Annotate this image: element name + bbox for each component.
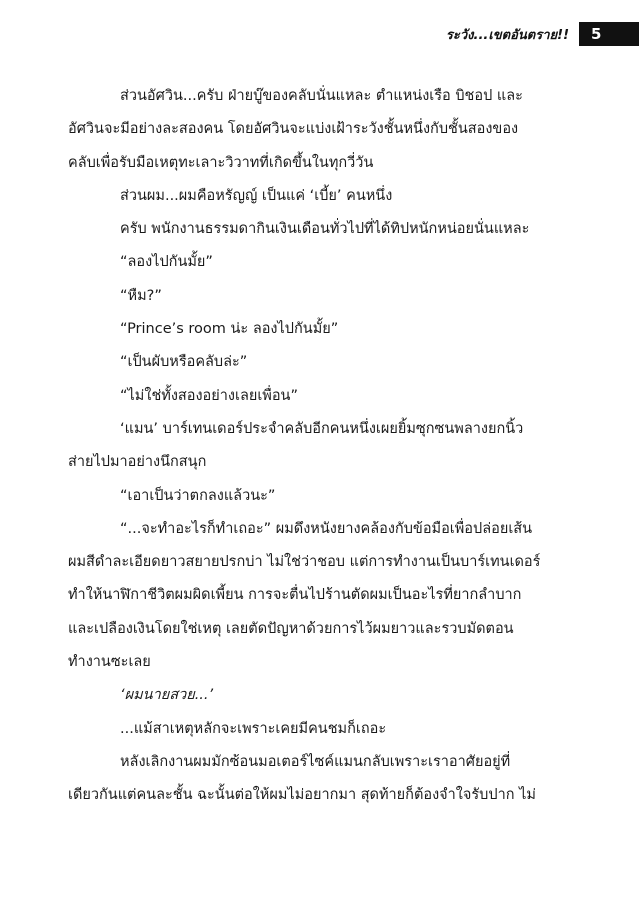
text-line: คลับเพื่อรับมือเหตุทะเลาะวิวาทที่เกิดขึ้นในทุกวี่วัน bbox=[68, 154, 374, 171]
text-line: อัศวินจะมีอย่างละสองคน โดยอัศวินจะแบ่งเฝ้าระวังชั้นหนึ่งกับชั้นสองของ bbox=[68, 121, 519, 138]
text-line: ผมสีดำละเอียดยาวสยายปรกบ่า ไม่ใช่ว่าชอบ แต่การทำงานเป็นบาร์เทนเดอร์ bbox=[68, 554, 541, 571]
text-line: “Prince’s room น่ะ ลองไปกันมั้ย” bbox=[120, 321, 339, 338]
text-line: “เอาเป็นว่าตกลงแล้วนะ” bbox=[120, 487, 276, 504]
text-line: “หืม?” bbox=[120, 287, 162, 304]
text-line: ทำให้นาฬิกาชีวิตผมผิดเพี้ยน การจะตื่นไปร้านตัดผมเป็นอะไรที่ยากลำบาก bbox=[68, 587, 522, 604]
text-line: “ลองไปกันมั้ย” bbox=[120, 254, 213, 271]
page-header bbox=[446, 22, 639, 46]
text-line: ส่วนผม...ผมคือหรัญญ์ เป็นแค่ ‘เบี้ย’ คนหนึ่ง bbox=[120, 187, 393, 204]
text-line: ทำงานซะเลย bbox=[68, 654, 151, 671]
page-number: 5 bbox=[579, 22, 639, 46]
text-line: หลังเลิกงานผมมักซ้อนมอเตอร์ไซค์แมนกลับเพราะเราอาศัยอยู่ที่ bbox=[120, 753, 511, 770]
text-line: “...จะทำอะไรก็ทำเถอะ” ผมดึงหนังยางคล้องกับข้อมือเพื่อปล่อยเส้น bbox=[120, 520, 533, 537]
text-line: ‘แมน’ บาร์เทนเดอร์ประจำคลับอีกคนหนึ่งเผยยิ้มซุกซนพลางยกนิ้ว bbox=[120, 420, 524, 437]
text-line: และเปลืองเงินโดยใช่เหตุ เลยตัดปัญหาด้วยการไว้ผมยาวและรวบมัดตอน bbox=[68, 620, 514, 637]
text-line: ส่วนอัศวิน...ครับ ฝ่ายบู๊ของคลับนั่นแหละ ตำแหน่งเรือ บิชอป และ bbox=[120, 88, 523, 104]
text-line: “ไม่ใช่ทั้งสองอย่างเลยเพื่อน” bbox=[120, 387, 298, 404]
body-text bbox=[68, 80, 578, 813]
text-line: ...แม้สาเหตุหลักจะเพราะเคยมีคนชมก็เถอะ bbox=[120, 720, 387, 737]
running-header-title: ระวัง...เขตอันตราย!! bbox=[445, 27, 569, 43]
text-line: ครับ พนักงานธรรมดากินเงินเดือนทั่วไปที่ได้ทิปหนักหน่อยนั่นแหละ bbox=[120, 221, 530, 238]
text-line: “เป็นผับหรือคลับล่ะ” bbox=[120, 354, 248, 371]
text-line: ‘ผมนายสวย...’ bbox=[120, 687, 214, 704]
text-line: เดียวกันแต่คนละชั้น ฉะนั้นต่อให้ผมไม่อยากมา สุดท้ายก็ต้องจำใจรับปาก ไม่ bbox=[68, 787, 536, 804]
text-line: ส่ายไปมาอย่างนึกสนุก bbox=[68, 454, 207, 471]
